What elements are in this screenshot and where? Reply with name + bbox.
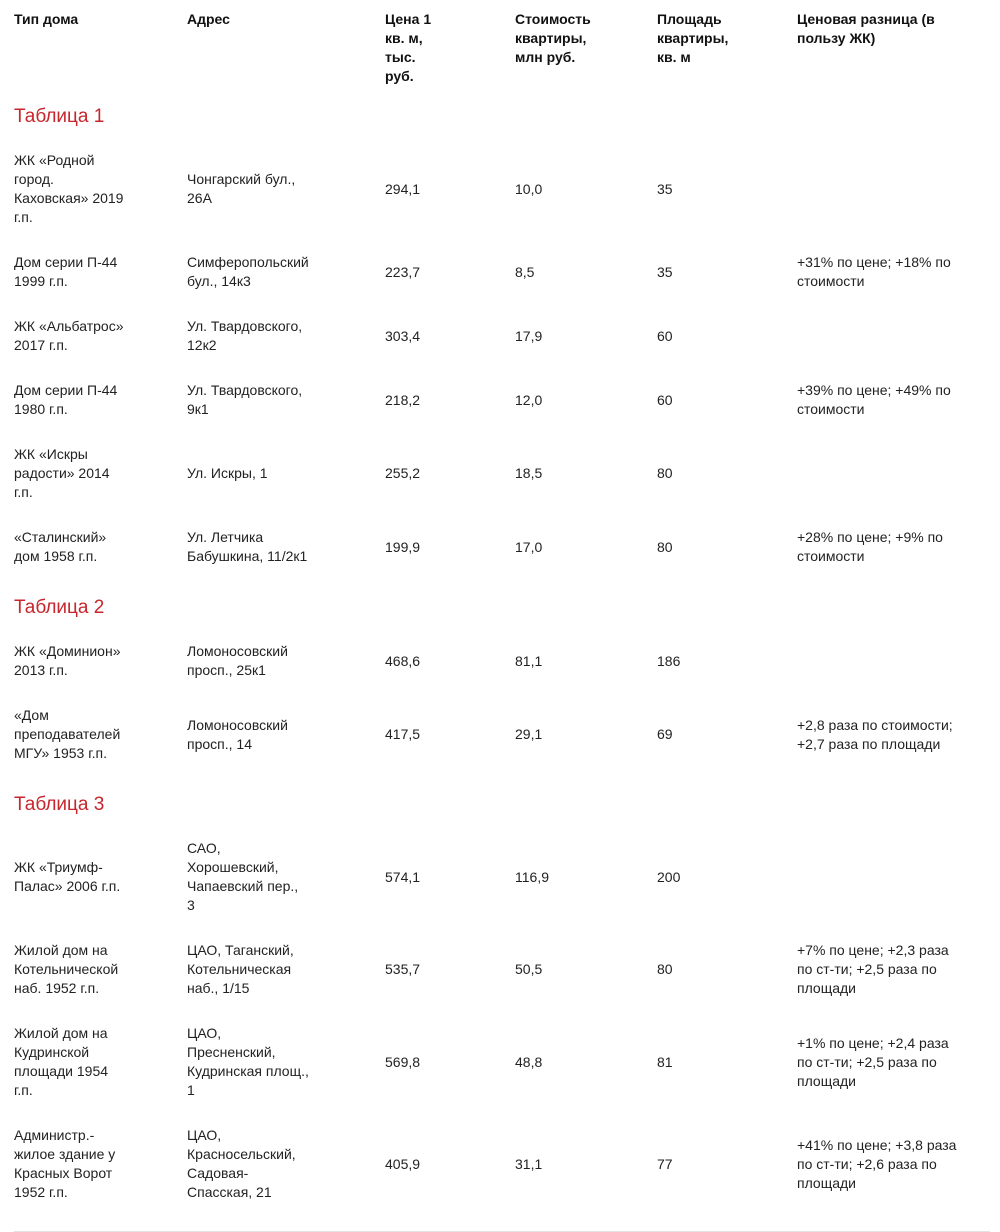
cell-apartment-cost: 8,5	[515, 263, 535, 280]
cell-house-type: ЖК «Доминион» 2013 г.п.	[14, 643, 121, 678]
cell-apartment-area: 35	[657, 180, 673, 197]
cell-house-type: Жилой дом на Котельнической наб. 1952 г.п.	[14, 942, 119, 996]
cell-price-difference: +31% по цене; +18% по стоимости	[797, 254, 951, 289]
cell-address: ЦАО, Красносельский, Садовая-Спасская, 21	[187, 1127, 296, 1200]
cell-apartment-cost: 17,0	[515, 538, 543, 555]
cell-address: ЦАО, Таганский, Котельническая наб., 1/15	[187, 942, 294, 996]
cell-address: Ул. Твардовского, 12к2	[187, 318, 303, 353]
cell-address: Ул. Летчика Бабушкина, 11/2к1	[187, 529, 308, 564]
cell-house-type: ЖК «Альбатрос» 2017 г.п.	[14, 318, 124, 353]
cell-address: Чонгарский бул., 26А	[187, 171, 296, 206]
column-header-apartment-cost: Стоимость квартиры, млн руб.	[515, 11, 591, 65]
comparison-table	[14, 10, 990, 1232]
cell-price-difference: +2,8 раза по стоимости; +2,7 раза по площади	[797, 716, 953, 752]
cell-price-per-sqm: 303,4	[385, 327, 421, 344]
table-header-row	[14, 10, 990, 86]
section-title-table-3: Таблица 3	[14, 794, 105, 815]
cell-apartment-area: 60	[657, 327, 673, 344]
cell-price-difference: +39% по цене; +49% по стоимости	[797, 382, 951, 417]
table-row	[14, 1011, 990, 1113]
cell-price-per-sqm: 574,1	[385, 868, 421, 885]
table-row	[14, 515, 990, 579]
cell-house-type: Дом серии П-44 1999 г.п.	[14, 254, 118, 289]
cell-address: ЦАО, Пресненский, Кудринская площ., 1	[187, 1025, 309, 1098]
column-header-address: Адрес	[187, 11, 230, 27]
cell-price-difference	[797, 855, 990, 900]
cell-apartment-cost: 17,9	[515, 327, 543, 344]
column-header-price-difference: Ценовая разница (в пользу ЖК)	[797, 11, 935, 46]
cell-apartment-cost: 29,1	[515, 726, 543, 742]
cell-apartment-cost: 116,9	[515, 868, 549, 885]
cell-house-type: Жилой дом на Кудринской площади 1954 г.п.	[14, 1025, 109, 1098]
section-title-table-1: Таблица 1	[14, 106, 105, 127]
cell-price-per-sqm: 569,8	[385, 1053, 421, 1070]
cell-price-difference: +1% по цене; +2,4 раза по ст-ти; +2,5 раза по площади	[797, 1034, 949, 1089]
table-row	[14, 826, 990, 928]
cell-price-per-sqm: 218,2	[385, 391, 421, 408]
table-row	[14, 928, 990, 1011]
cell-address: Ломоносовский просп., 14	[187, 716, 288, 752]
table-row	[14, 240, 990, 304]
cell-apartment-area: 69	[657, 726, 673, 742]
table-row	[14, 693, 990, 776]
cell-house-type: Дом серии П-44 1980 г.п.	[14, 382, 118, 417]
cell-address: Симферопольский бул., 14к3	[187, 254, 309, 289]
table-row	[14, 368, 990, 432]
cell-apartment-area: 80	[657, 961, 673, 977]
cell-price-difference	[797, 639, 990, 684]
cell-address: Ул. Искры, 1	[187, 465, 268, 481]
cell-apartment-area: 80	[657, 465, 673, 481]
cell-price-per-sqm: 199,9	[385, 538, 421, 555]
cell-apartment-area: 77	[657, 1155, 673, 1172]
cell-house-type: ЖК «Родной город. Каховская» 2019 г.п.	[14, 152, 124, 225]
cell-price-per-sqm: 468,6	[385, 652, 421, 669]
cell-house-type: ЖК «Триумф-Палас» 2006 г.п.	[14, 859, 121, 894]
cell-price-difference	[797, 314, 990, 359]
cell-house-type: «Дом преподавателей МГУ» 1953 г.п.	[14, 707, 121, 761]
table-row	[14, 304, 990, 368]
cell-apartment-cost: 18,5	[515, 465, 543, 481]
cell-price-per-sqm: 294,1	[385, 180, 421, 197]
cell-price-per-sqm: 405,9	[385, 1155, 421, 1172]
cell-apartment-area: 186	[657, 652, 681, 669]
cell-price-difference	[797, 167, 990, 212]
cell-price-per-sqm: 417,5	[385, 726, 421, 742]
table-row	[14, 432, 990, 515]
cell-price-difference: +7% по цене; +2,3 раза по ст-ти; +2,5 раза по площади	[797, 942, 949, 996]
cell-house-type: ЖК «Искры радости» 2014 г.п.	[14, 446, 110, 500]
cell-apartment-cost: 81,1	[515, 652, 543, 669]
cell-apartment-area: 80	[657, 538, 673, 555]
cell-address: Ул. Твардовского, 9к1	[187, 382, 303, 417]
cell-address: САО, Хорошевский, Чапаевский пер., 3	[187, 840, 299, 913]
cell-price-difference	[797, 451, 990, 496]
cell-price-per-sqm: 255,2	[385, 465, 421, 481]
cell-apartment-area: 35	[657, 263, 673, 280]
cell-house-type: «Сталинский» дом 1958 г.п.	[14, 529, 107, 564]
cell-apartment-cost: 31,1	[515, 1155, 543, 1172]
cell-house-type: Администр.-жилое здание у Красных Ворот 1952 г.п.	[14, 1127, 116, 1200]
cell-apartment-cost: 12,0	[515, 391, 543, 408]
cell-address: Ломоносовский просп., 25к1	[187, 643, 288, 678]
column-header-apartment-area: Площадь квартиры, кв. м	[657, 11, 729, 65]
cell-price-difference: +41% по цене; +3,8 раза по ст-ти; +2,6 раза по площади	[797, 1136, 957, 1191]
cell-apartment-area: 81	[657, 1053, 673, 1070]
cell-price-per-sqm: 535,7	[385, 961, 421, 977]
column-header-house-type: Тип дома	[14, 11, 79, 27]
cell-apartment-area: 200	[657, 868, 681, 885]
cell-apartment-cost: 48,8	[515, 1053, 543, 1070]
table-row	[14, 138, 990, 240]
cell-apartment-area: 60	[657, 391, 673, 408]
table-row	[14, 1113, 990, 1215]
cell-apartment-cost: 10,0	[515, 180, 543, 197]
table-row	[14, 629, 990, 693]
column-header-price-per-sqm: Цена 1 кв. м, тыс. руб.	[385, 11, 432, 84]
cell-price-per-sqm: 223,7	[385, 263, 421, 280]
section-title-table-2: Таблица 2	[14, 597, 105, 618]
cell-price-difference: +28% по цене; +9% по стоимости	[797, 529, 943, 564]
cell-apartment-cost: 50,5	[515, 961, 543, 977]
